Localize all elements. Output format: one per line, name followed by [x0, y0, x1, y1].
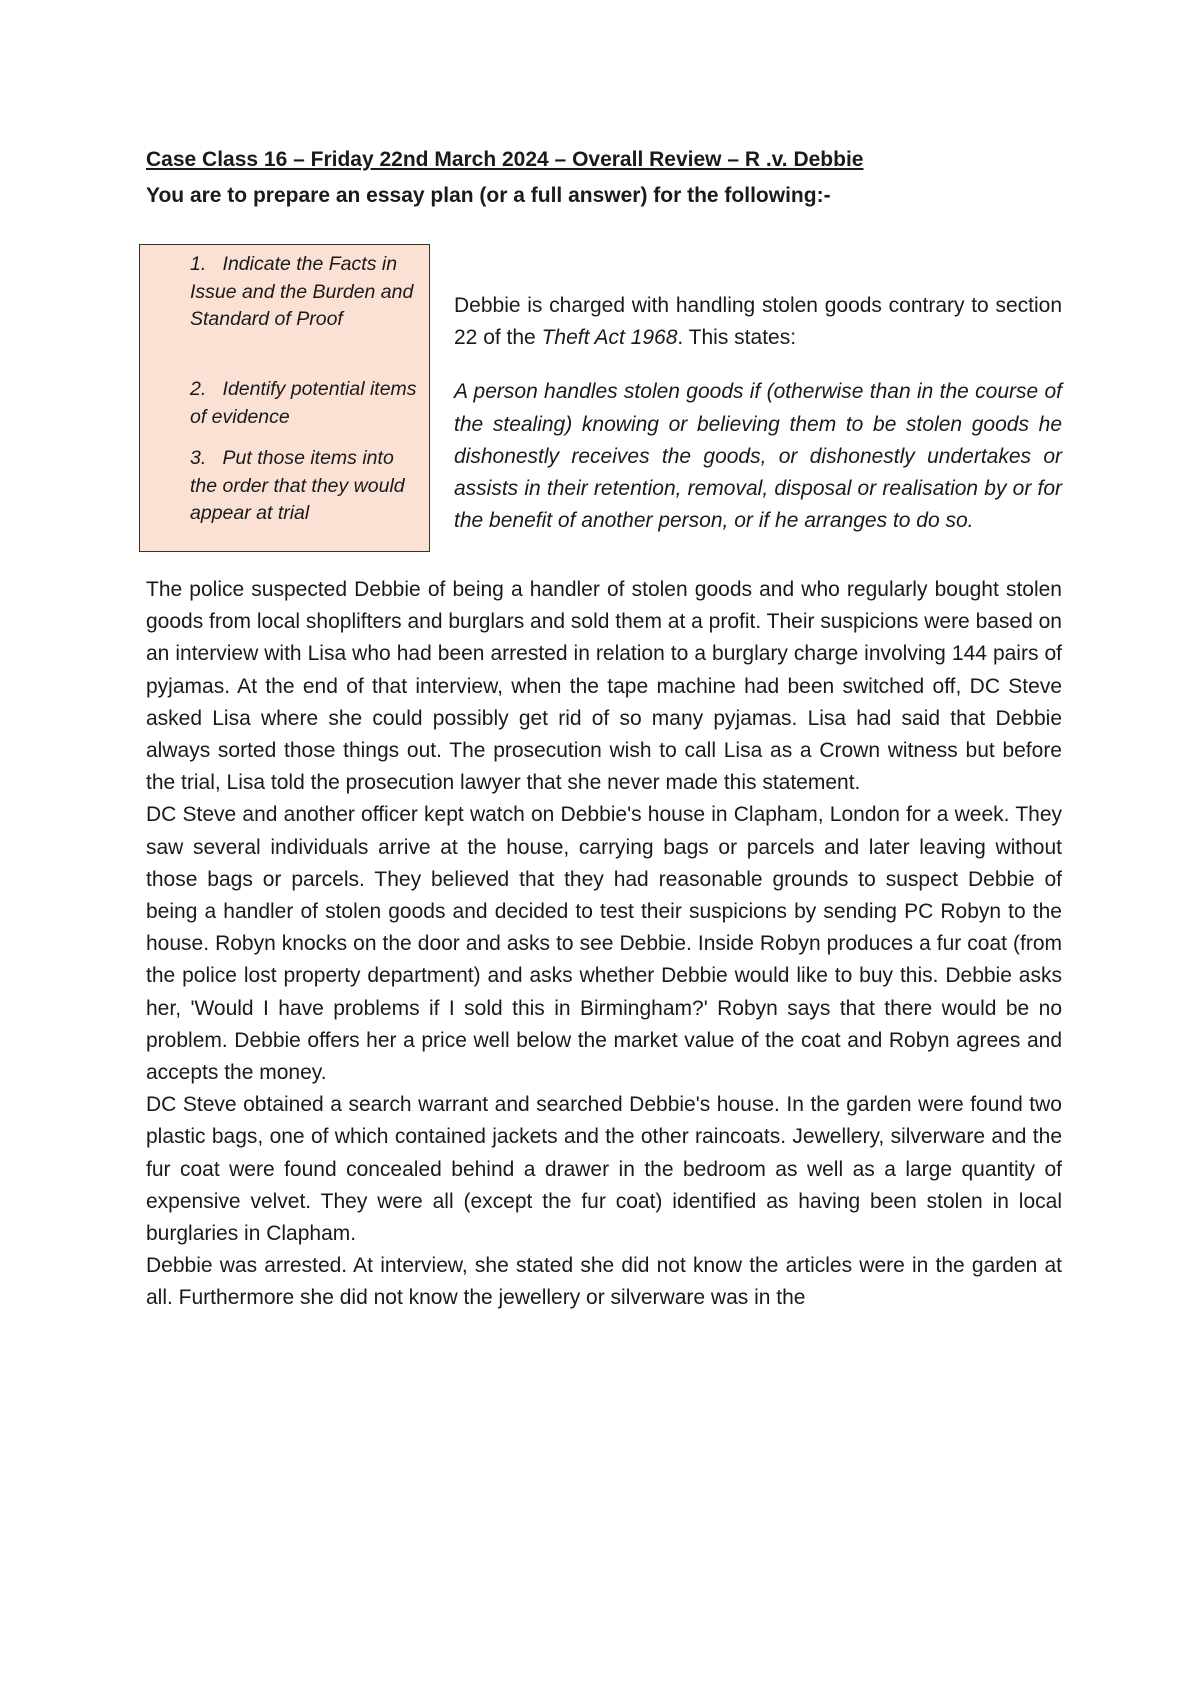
instructions-heading: You are to prepare an essay plan (or a full answer) for the following:- [146, 184, 831, 207]
paragraph-police-suspicion: The police suspected Debbie of being a handler of stolen goods and who regularly bought stolen goods from local shoplifters and burglars and sold them at a profit. Their suspicions were based on an interview with Lisa who had been arrested in relation to a burglary charge involving 144 pairs of pyjamas. At the end of that interview, when the tape machine had been switched off, DC Steve asked Lisa where she could possibly get rid of so many pyjamas. Lisa had said that Debbie always sorted those things out. The prosecution wish to call Lisa as a Crown witness but before the trial, Lisa told the prosecution lawyer that she never made this statement. [146, 578, 1062, 795]
charge-description [454, 290, 1062, 537]
paragraph-surveillance: DC Steve and another officer kept watch on Debbie's house in Clapham, London for a week. They saw several individuals arrive at the house, carrying bags or parcels and later leaving without those bags or parcels. They believed that they had reasonable grounds to suspect Debbie of being a handler of stolen goods and decided to test their suspicions by sending PC Robyn to the house. Robyn knocks on the door and asks to see Debbie. Inside Robyn produces a fur coat (from the police lost property department) and asks whether Debbie would like to buy this. Debbie asks her, 'Would I have problems if I sold this in Birmingham?' Robyn says that there would be no problem. Debbie offers her a price well below the market value of the coat and Robyn agrees and accepts the money. [146, 803, 1062, 1085]
task-text: Indicate the Facts in Issue and the Burden and Standard of Proof [190, 253, 414, 330]
task-item-1 [190, 251, 422, 334]
document-content [146, 140, 1062, 1315]
charge-text: Debbie is charged with handling stolen goods contrary to section 22 of the [454, 294, 1062, 350]
page-title: Case Class 16 – Friday 22nd March 2024 – Overall Review – R .v. Debbie [146, 148, 864, 171]
paragraph-search: DC Steve obtained a search warrant and searched Debbie's house. In the garden were found two plastic bags, one of which contained jackets and the other raincoats. Jewellery, silverware and the fur coat were found concealed behind a drawer in the bedroom as well as a large quantity of expensive velvet. They were all (except the fur coat) identified as having been stolen in local burglaries in Clapham. [146, 1093, 1062, 1246]
task-text: Identify potential items of evidence [190, 378, 417, 428]
task-text: Put those items into the order that they would appear at trial [190, 447, 405, 524]
task-item-3 [190, 445, 422, 528]
charge-paragraph [454, 290, 1062, 354]
task-number: 1. [190, 253, 207, 275]
task-number: 2. [190, 378, 207, 400]
task-box [139, 244, 430, 552]
task-item-2 [190, 376, 422, 431]
intro-section [146, 244, 1062, 574]
statute-quote: A person handles stolen goods if (otherwise than in the course of the stealing) knowing or believing them to be stolen goods he dishonestly receives the goods, or dishonestly undertakes or assists in their retention, removal, disposal or realisation by or for the benefit of another person, or if he arranges to do so. [454, 380, 1062, 533]
charge-text-end: . This states: [677, 326, 797, 350]
paragraph-arrest: Debbie was arrested. At interview, she stated she did not know the articles were in the garden at all. Furthermore she did not know the jewellery or silverware was in the [146, 1254, 1062, 1310]
act-name: Theft Act 1968 [541, 326, 678, 350]
task-number: 3. [190, 447, 207, 469]
